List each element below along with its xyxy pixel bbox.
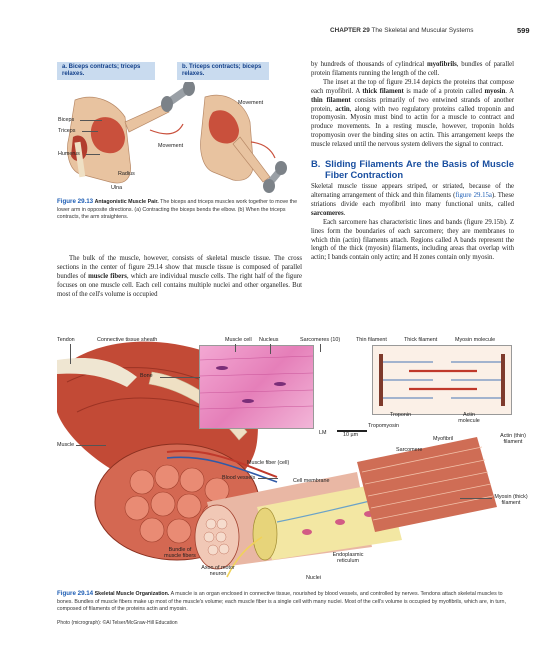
label-bundle: Bundle of muscle fibers (164, 547, 196, 560)
label-sarcomeres: Sarcomeres (10) (300, 337, 341, 343)
label-myofibril: Myofibril (433, 436, 454, 442)
panel-b-tag: b. Triceps contracts; biceps relaxes. (177, 62, 269, 80)
label-humerus: Humerus (58, 151, 80, 157)
label-myosin-molecule: Myosin molecule (455, 337, 496, 343)
label-ulna: Ulna (111, 185, 123, 191)
label-troponin: Troponin (390, 412, 412, 418)
label-lm: LM (319, 430, 327, 436)
chapter-number: CHAPTER 29 (330, 27, 370, 34)
left-paragraph: The bulk of the muscle, however, consists of skeletal muscle tissue. The cross sections in the center of figure 29.14 show that muscle tissue is composed of parallel bundles of muscle fibers, which are individual muscle cells. The right half of the figure focuses on one muscle cell. Each cell contains multiple nuclei and other organelles. But most of the cell's volume is occupied (57, 255, 302, 298)
figure-29-13-number: Figure 29.13 (57, 198, 94, 205)
label-radius: Radius (118, 171, 135, 177)
label-triceps: Triceps (58, 128, 76, 134)
section-heading-title: Sliding Filaments Are the Basis of Muscle Fiber Contraction (325, 158, 514, 180)
right-body-text (311, 61, 514, 263)
label-actin-molecule: Actin molecule (458, 412, 480, 425)
figure-29-13-caption (57, 198, 302, 222)
label-sarcomere: Sarcomere (396, 447, 423, 453)
figure-29-13-title: Antagonistic Muscle Pair. (94, 199, 159, 205)
figure-29-14-number: Figure 29.14 (57, 590, 94, 597)
label-tendon: Tendon (57, 337, 75, 343)
label-muscle: Muscle (57, 442, 75, 448)
label-tropomyosin: Tropomyosin (368, 423, 399, 429)
filament-inset (372, 345, 512, 415)
label-muscle-cell: Muscle cell (225, 337, 252, 343)
filament-diagram (373, 346, 511, 414)
label-thick-filament: Thick filament (404, 337, 438, 343)
section-heading (311, 159, 514, 180)
section-heading-letter: B. (311, 158, 321, 170)
label-muscle-fiber: Muscle fiber (cell) (247, 460, 290, 466)
chapter-title: The Skeletal and Muscular Systems (371, 27, 474, 34)
right-paragraph-1: The inset at the top of figure 29.14 depicts the proteins that compose each myofibril. A thick filament is made of a protein called myosin. A thin filament consists primarily of two entwined strands of another protein, actin, along with two regulatory proteins called troponin and tropomyosin. Myosin must bind to actin for a muscle to contract and produce movements. In a resting muscle, however, troponin holds tropomyosin over the binding sites on actin. This arrangement keeps the muscle relaxed until the nervous system delivers the signal to contract. (311, 78, 515, 149)
label-myosin-filament: Myosin (thick) filament (494, 494, 528, 507)
panel-a-tag: a. Biceps contracts; triceps relaxes. (57, 62, 155, 80)
right-paragraph-0: by hundreds of thousands of cylindrical myofibrils, bundles of parallel protein filaments running the length of the cell. (311, 61, 515, 77)
label-scale-bar: 10 µm (343, 432, 359, 438)
figure-29-14-title: Skeletal Muscle Organization. (94, 591, 170, 597)
arm-illustration (55, 82, 305, 200)
page-number: 599 (517, 26, 530, 35)
figure-29-14-text: A muscle is an organ enclosed in connective tissue, nourished by blood vessels, and controlled by nerves. Tendons attach skeletal muscles to bones. Bundles of muscle fibers make up most of the muscle's volume; each muscle fiber is a single cell with many nuclei. Most of the cell's volume is occupied by myofibrils, which are, in turn, composed of filaments of the proteins actin and myosin. (57, 591, 506, 613)
label-connective-tissue-sheath: Connective tissue sheath (97, 337, 158, 343)
scale-bar (337, 430, 367, 432)
label-axon: Axon of motor neuron (201, 565, 235, 578)
label-movement-b: Movement (238, 100, 264, 106)
label-movement-a: Movement (158, 143, 184, 149)
label-er: Endoplasmic reticulum (332, 552, 364, 565)
figure-29-13-text: The biceps and triceps muscles work together to move the lower arm in opposite directions. (a) Contracting the biceps bends the elbow. (b) When the triceps contracts, the arm straightens. (57, 199, 298, 221)
label-bone: Bone (140, 373, 153, 379)
right-paragraph-3: Each sarcomere has characteristic lines and bands (figure 29.15b). Z lines form the boundaries of each sarcomere; they are membranes to which thin (actin) filaments attach. Regions called A bands represent the length of the thick (myosin) filaments, including areas that overlap with actin; I bands contain only actin; and H zones contain only myosin. (311, 218, 514, 262)
label-nucleus: Nucleus (259, 337, 279, 343)
label-nuclei: Nuclei (306, 575, 321, 581)
micrograph (199, 345, 314, 429)
label-thin-filament: Thin filament (356, 337, 387, 343)
right-paragraph-2: Skeletal muscle tissue appears striped, or striated, because of the alternating arrangement of thick and thin filaments (figure 29.15a). These striations divide each myofibril into many functional units, called sarcomeres. (311, 183, 514, 217)
photo-credit: Photo (micrograph): ©Al Telser/McGraw-Hill Education (57, 620, 178, 626)
micrograph-striations (200, 346, 313, 428)
label-blood-vessels: Blood vessels (222, 475, 256, 481)
label-biceps: Biceps (58, 117, 75, 123)
dumbbell-a (161, 82, 195, 112)
label-cell-membrane: Cell membrane (293, 478, 330, 484)
left-body-text (57, 255, 302, 300)
running-header (330, 27, 473, 34)
figure-29-14-caption (57, 590, 519, 614)
term-muscle-fibers: muscle fibers (88, 272, 127, 280)
figure-29-15a-link[interactable]: figure 29.15a (455, 191, 492, 199)
label-actin-filament: Actin (thin) filament (500, 433, 526, 446)
